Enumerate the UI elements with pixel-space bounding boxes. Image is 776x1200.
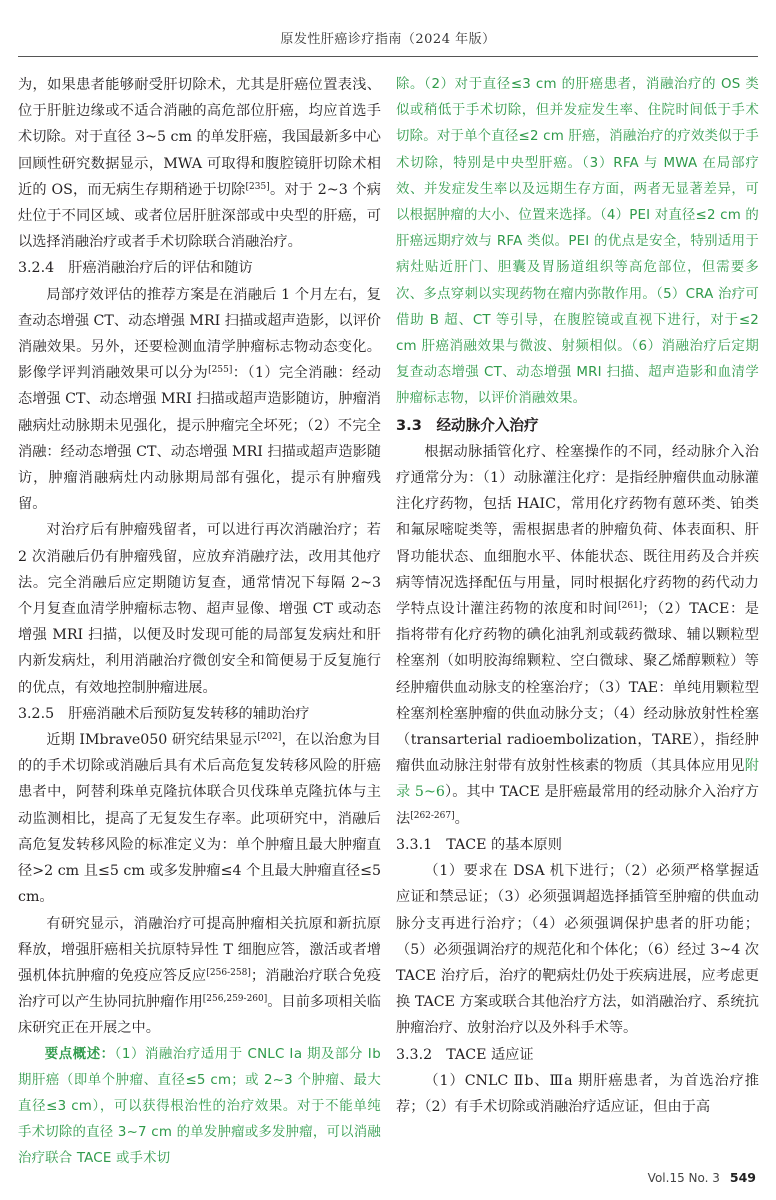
running-header: 原发性肝癌诊疗指南（2024 年版） bbox=[280, 32, 496, 47]
header-rule bbox=[18, 56, 758, 57]
paragraph: 为，如果患者能够耐受肝切除术，尤其是肝癌位置表浅、位于肝脏边缘或不适合消融的高危部位肝癌，均应首选手术切除。对于直径 3~5 cm 的单发肝癌，我国最新多中心回顾性研究数据显示，MWA 可取得和腹腔镜肝切除术相近的 OS，而无病生存期稍逊于切除[235]。对于 2~3 个病灶位于不同区域、或者位居肝脏深部或中央型的肝癌，可以选择消融治疗或者手术切除联合消融治疗。 bbox=[18, 77, 381, 251]
right-column bbox=[396, 72, 759, 1120]
section-heading-3-3-2: 3.3.2 TACE 适应证 bbox=[396, 1046, 534, 1063]
citation[interactable]: [202] bbox=[257, 732, 282, 743]
section-heading-3-2-5: 3.2.5 肝癌消融术后预防复发转移的辅助治疗 bbox=[18, 705, 310, 722]
page-footer bbox=[648, 1170, 756, 1185]
summary-label: 要点概述： bbox=[44, 1046, 115, 1062]
citation[interactable]: [262-267] bbox=[410, 810, 455, 821]
section-heading-3-2-4: 3.2.4 肝癌消融治疗后的评估和随访 bbox=[18, 260, 253, 277]
paragraph: 对治疗后有肿瘤残留者，可以进行再次消融治疗；若 2 次消融后仍有肿瘤残留，应放弃消融疗法，改用其他疗法。完全消融后应定期随访复查，通常情况下每隔 2~3 个月复查血清学肿瘤标志物、超声显像、增强 CT 或动态增强 MRI 扫描，以便及时发现可能的局部复发病灶和肝内新发病灶，利用消融治疗微创安全和简便易于反复施行的优点，有效地控制肿瘤进展。 bbox=[18, 522, 381, 696]
section-heading-3-3: 3.3 经动脉介入治疗 bbox=[396, 416, 539, 434]
citation[interactable]: [256,259-260] bbox=[202, 994, 268, 1005]
key-points-summary: 要点概述：（1）消融治疗适用于 CNLC Ⅰa 期及部分 Ⅰb 期肝癌（即单个肿瘤、直径≤5 cm；或 2~3 个肿瘤、最大直径≤3 cm），可以获得根治性的治疗效果。对于不能单纯手术切除的直径 3~7 cm 的单发肿瘤或多发肿瘤，可以消融治疗联合 TACE 或手术切 bbox=[18, 1046, 382, 1167]
paragraph: 近期 IMbrave050 研究结果显示[202]，在以治愈为目的的手术切除或消融后具有术后高危复发转移风险的肝癌患者中，阿替利珠单克隆抗体联合贝伐珠单克隆抗体与主动监测相比，提高了无复发生存率。此项研究中，消融后高危复发转移风险的标准定义为：单个肿瘤且最大肿瘤直径>2 cm 且≤5 cm 或多发肿瘤≤4 个且最大肿瘤直径≤5 cm。 bbox=[18, 732, 381, 906]
section-heading-3-3-1: 3.3.1 TACE 的基本原则 bbox=[396, 836, 562, 853]
page-number: 549 bbox=[729, 1170, 756, 1185]
appendix-link[interactable]: 附录 5~6 bbox=[396, 758, 759, 801]
paragraph: （1）要求在 DSA 机下进行；（2）必须严格掌握适应证和禁忌证；（3）必须强调超选择插管至肿瘤的供血动脉分支再进行治疗；（4）必须强调保护患者的肝功能；（5）必须强调治疗的规范化和个体化；（6）经过 3~4 次 TACE 治疗后，治疗的靶病灶仍处于疾病进展，应考虑更换 TACE 方案或联合其他治疗方法，如消融治疗、系统抗肿瘤治疗、放射治疗以及外科手术等。 bbox=[396, 863, 759, 1037]
key-points-summary-continued: 除。（2）对于直径≤3 cm 的肝癌患者，消融治疗的 OS 类似或稍低于手术切除，但并发症发生率、住院时间低于手术切除。对于单个直径≤2 cm 肝癌，消融治疗的疗效类似于手术切除，特别是中央型肝癌。（3）RFA 与 MWA 在局部疗效、并发症发生率以及远期生存方面，两者无显著差异，可以根据肿瘤的大小、位置来选择。（4）PEI 对直径≤2 cm 的肝癌远期疗效与 RFA 类似。PEI 的优点是安全，特别适用于病灶贴近肝门、胆囊及胃肠道组织等高危部位，但需要多次、多点穿刺以实现药物在瘤内弥散作用。（5）CRA 治疗可借助 B 超、CT 等引导，在腹腔镜或直视下进行，对于≤2 cm 肝癌消融效果与微波、射频相似。（6）消融治疗后定期复查动态增强 CT、动态增强 MRI 扫描、超声造影和血清学肿瘤标志物，以评价消融效果。 bbox=[396, 77, 759, 407]
citation[interactable]: [261] bbox=[618, 601, 643, 612]
volume-info: Vol.15 No. 3 bbox=[647, 1171, 720, 1185]
citation[interactable]: [255] bbox=[208, 365, 233, 376]
paragraph: 局部疗效评估的推荐方案是在消融后 1 个月左右，复查动态增强 CT、动态增强 MRI 扫描或超声造影，以评价消融效果。另外，还要检测血清学肿瘤标志物动态变化。影像学评判消融效果可以分为[255]：（1）完全消融：经动态增强 CT、动态增强 MRI 扫描或超声造影随访，肿瘤消融病灶动脉期未见强化，提示肿瘤完全坏死；（2）不完全消融：经动态增强 CT、动态增强 MRI 扫描或超声造影随访，肿瘤消融病灶内动脉期局部有强化，提示有肿瘤残留。 bbox=[18, 286, 381, 513]
paragraph: 有研究显示，消融治疗可提高肿瘤相关抗原和新抗原释放，增强肝癌相关抗原特异性 T 细胞应答，激活或者增强机体抗肿瘤的免疫应答反应[256-258]；消融治疗联合免疫治疗可以产生协同抗肿瘤作用[256,259-260]。目前多项相关临床研究正在开展之中。 bbox=[18, 915, 381, 1037]
citation[interactable]: [235] bbox=[245, 181, 270, 192]
citation[interactable]: [256-258] bbox=[206, 967, 251, 978]
paragraph: （1）CNLC Ⅱb、Ⅲa 期肝癌患者，为首选治疗推荐；（2）有手术切除或消融治疗适应证，但由于高 bbox=[396, 1072, 759, 1115]
paragraph: 根据动脉插管化疗、栓塞操作的不同，经动脉介入治疗通常分为：（1）动脉灌注化疗：是指经肿瘤供血动脉灌注化疗药物，包括 HAIC，常用化疗药物有蒽环类、铂类和氟尿嘧啶类等，需根据患者的肿瘤负荷、体表面积、肝肾功能状态、血细胞水平、体能状态、既往用药及合并疾病等情况选择配伍与用量，同时根据化疗药物的药代动力学特点设计灌注药物的浓度和时间[261]；（2）TACE：是指将带有化疗药物的碘化油乳剂或载药微球、辅以颗粒型栓塞剂（如明胶海绵颗粒、空白微球、聚乙烯醇颗粒）等经肿瘤供血动脉支的栓塞治疗；（3）TAE：单纯用颗粒型栓塞剂栓塞肿瘤的供血动脉分支；（4）经动脉放射性栓塞（transarterial radioembolization，TARE），指经肿瘤供血动脉注射带有放射性核素的物质（其具体应用见附录 5~6）。其中 TACE 是肝癌最常用的经动脉介入治疗方法[262-267]。 bbox=[396, 443, 759, 827]
left-column bbox=[18, 72, 381, 1173]
